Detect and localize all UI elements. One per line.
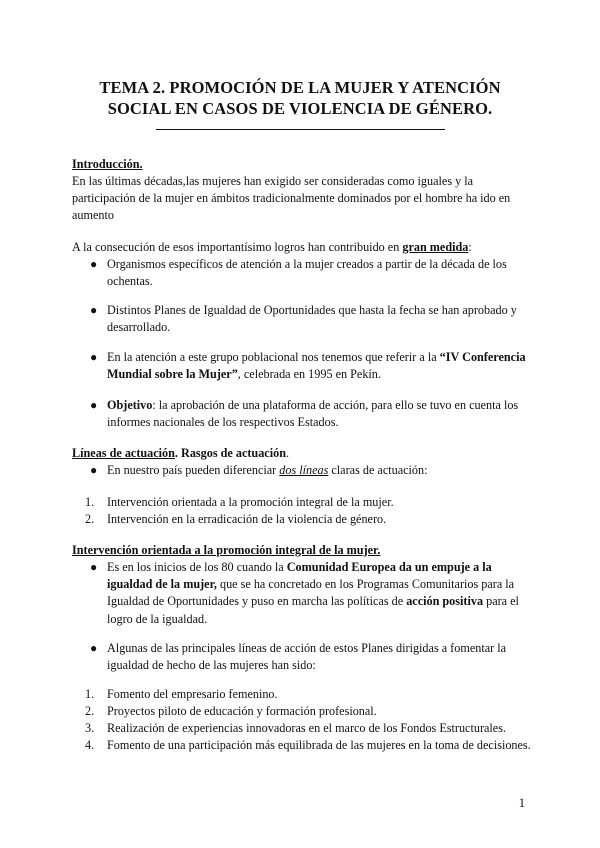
- numbered-item: 2. Proyectos piloto de educación y formación profesional.: [85, 704, 377, 718]
- document-title: [60, 77, 540, 119]
- list-item: ● Es en los inicios de los 80 cuando la Comunidad Europea da un empuje a la igualdad de la mujer, que se ha concretado en los Programas Comunitarios para la Igualdad de Oportunidades y puso en marcha las políticas de acción positiva para el logro de la igualdad.: [90, 560, 519, 626]
- numbered-item: 3. Realización de experiencias innovadoras en el marco de los Fondos Estructurales.: [85, 721, 507, 735]
- bullet-icon: ●: [90, 257, 98, 271]
- bullet-icon: ●: [90, 641, 98, 655]
- list-item: ● Algunas de las principales líneas de acción de estos Planes dirigidas a fomentar la igualdad de hecho de las mujeres han sido:: [90, 641, 507, 673]
- page-number: 1: [518, 796, 525, 810]
- bullet-icon: ●: [90, 303, 98, 317]
- intro-paragraph-2: A la consecución de esos importantísimo logros han contribuido en gran medida:: [72, 240, 472, 254]
- title-underline-rule: [156, 129, 445, 130]
- list-item: ● En nuestro país pueden diferenciar dos líneas claras de actuación:: [107, 462, 532, 479]
- numbered-item: 1. Intervención orientada a la promoción integral de la mujer.: [85, 495, 394, 509]
- intro-paragraph-1: En las últimas décadas,las mujeres han exigido ser consideradas como iguales y la participación de la mujer en ámbitos tradicionalmente dominados por el hombre ha ido en aumento: [72, 174, 511, 223]
- title-line-2: SOCIAL EN CASOS DE VIOLENCIA DE GÉNERO.: [107, 99, 493, 118]
- numbered-item: 4. Fomento de una participación más equilibrada de las mujeres en la toma de decisiones.: [85, 738, 531, 752]
- list-item: ● Objetivo: la aprobación de una plataforma de acción, para ello se tuvo en cuenta los informes nacionales de los respectivos Estados.: [90, 398, 519, 430]
- list-item: ● Organismos específicos de atención a la mujer creados a partir de la década de los ochentas.: [90, 257, 507, 289]
- title-line-1: TEMA 2. PROMOCIÓN DE LA MUJER Y ATENCIÓN: [99, 78, 501, 97]
- emphasis-gran-medida: gran medida: [402, 240, 469, 254]
- bullet-icon: ●: [90, 398, 98, 412]
- bullet-icon: ●: [90, 350, 98, 364]
- list-item: ● En la atención a este grupo poblacional nos tenemos que referir a la “IV Conferencia Mundial sobre la Mujer”, celebrada en 1995 en Pekín.: [90, 350, 526, 382]
- bullet-icon: ●: [90, 560, 98, 574]
- bullet-icon: ●: [90, 463, 98, 477]
- list-item: ● Distintos Planes de Igualdad de Oportunidades que hasta la fecha se han aprobado y desarrollado.: [90, 303, 517, 335]
- intro-heading: Introducción.: [72, 157, 143, 171]
- numbered-item: 2. Intervención en la erradicación de la violencia de género.: [85, 512, 387, 526]
- lineas-heading: Líneas de actuación. Rasgos de actuación.: [72, 446, 290, 460]
- intervencion-heading: Intervención orientada a la promoción integral de la mujer.: [72, 543, 381, 557]
- numbered-item: 1. Fomento del empresario femenino.: [85, 687, 278, 701]
